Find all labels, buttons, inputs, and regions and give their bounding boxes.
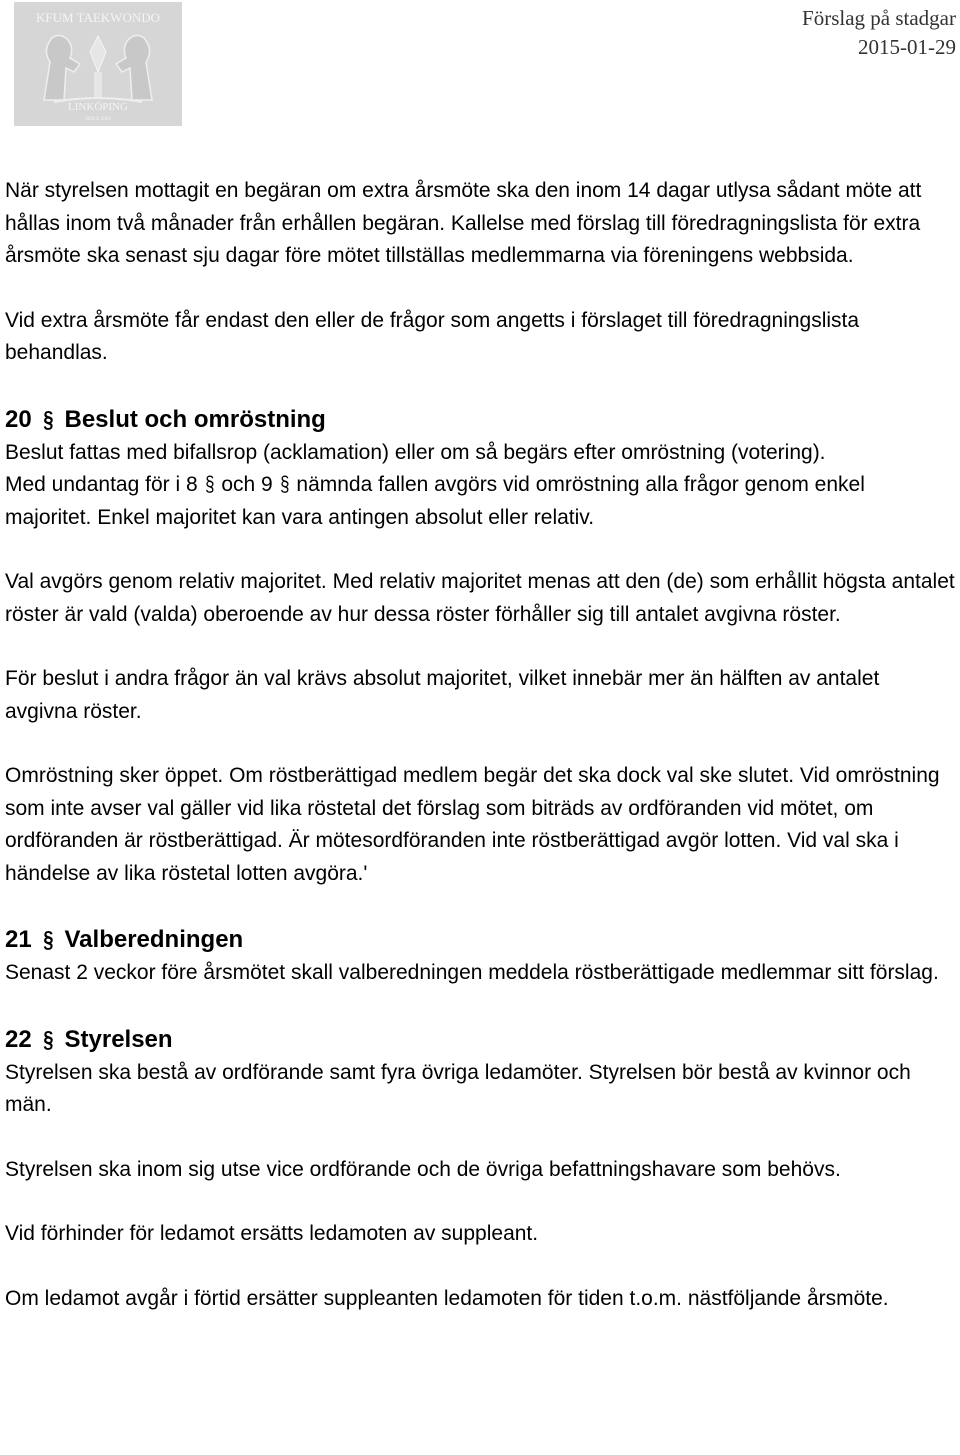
paragraph-text: nämnda fallen avgörs vid omröstning alla frågor genom enkel majoritet. Enkel majoritet kan vara antingen absolut eller relativ. xyxy=(5,473,865,529)
paragraph xyxy=(5,469,957,534)
lion-crest-icon xyxy=(14,2,182,126)
section-heading-20 xyxy=(5,402,957,437)
paragraph-sign-icon: § xyxy=(42,926,54,952)
logo-text-top: KFUM TAEKWONDO xyxy=(35,10,161,25)
section-title: Beslut och omröstning xyxy=(64,405,326,433)
document-body xyxy=(5,175,957,1315)
club-logo xyxy=(14,2,182,126)
section-title: Valberedningen xyxy=(64,926,244,953)
logo-text-small: SINCE 2004 xyxy=(85,117,111,122)
paragraph: Styrelsen ska inom sig utse vice ordförande och de övriga befattningshavare som behövs. xyxy=(5,1157,841,1181)
section-number: 20 xyxy=(5,405,32,433)
paragraph: När styrelsen mottagit en begäran om extra årsmöte ska den inom 14 dagar utlysa sådant möte att hållas inom två månader från erhållen begäran. Kallelse med förslag till föredragningslista för extra årsmöte ska senast sju dagar före mötet tillställas medlemmarna via föreningens webbsida. xyxy=(5,179,922,267)
paragraph: Vid extra årsmöte får endast den eller de frågor som angetts i förslaget till föredragningslista behandlas. xyxy=(5,308,860,364)
paragraph: Styrelsen ska bestå av ordförande samt fyra övriga ledamöter. Styrelsen bör bestå av kvinnor och män. xyxy=(5,1060,911,1116)
paragraph-sign-icon: § xyxy=(42,1025,54,1052)
logo-text-bottom: LINKÖPING xyxy=(68,101,128,113)
paragraph-text: och 9 xyxy=(221,473,273,496)
section-heading-22 xyxy=(5,1022,957,1057)
paragraph: Val avgörs genom relativ majoritet. Med relativ majoritet menas att den (de) som erhållit högsta antalet röster är vald (valda) oberoende av hur dessa röster förhåller sig till antalet avgivna röster. xyxy=(5,570,955,626)
paragraph: För beslut i andra frågor än val krävs absolut majoritet, vilket innebär mer än hälften av antalet avgivna röster. xyxy=(5,667,880,723)
paragraph: Omröstning sker öppet. Om röstberättigad medlem begär det ska dock val ske slutet. Vid omröstning som inte avser val gäller vid lika röstetal det förslag som biträds av ordföranden vid mötet, om ordföranden är röstberättigad. Är mötesordföranden inte röstberättigad avgör lotten. Vid val ska i händelse av lika röstetal lotten avgöra.' xyxy=(5,764,940,885)
section-title: Styrelsen xyxy=(64,1025,173,1053)
paragraph-text: Med undantag för i 8 xyxy=(5,473,198,496)
document-title: Förslag på stadgar xyxy=(802,6,956,30)
paragraph-sign-icon: § xyxy=(279,473,290,496)
document-date: 2015-01-29 xyxy=(858,35,956,59)
document-header xyxy=(802,4,956,62)
paragraph: Senast 2 veckor före årsmötet skall valberedningen meddela röstberättigade medlemmar sitt förslag. xyxy=(5,961,939,984)
paragraph-sign-icon: § xyxy=(42,405,54,432)
section-number: 22 xyxy=(5,1025,32,1053)
section-number: 21 xyxy=(5,926,32,953)
section-heading-21 xyxy=(5,922,957,957)
paragraph: Beslut fattas med bifallsrop (acklamation) eller om så begärs efter omröstning (votering). xyxy=(5,440,826,464)
paragraph: Vid förhinder för ledamot ersätts ledamoten av suppleant. xyxy=(5,1222,539,1245)
paragraph-sign-icon: § xyxy=(204,473,215,496)
paragraph: Om ledamot avgår i förtid ersätter suppleanten ledamoten för tiden t.o.m. nästföljande årsmöte. xyxy=(5,1286,889,1310)
